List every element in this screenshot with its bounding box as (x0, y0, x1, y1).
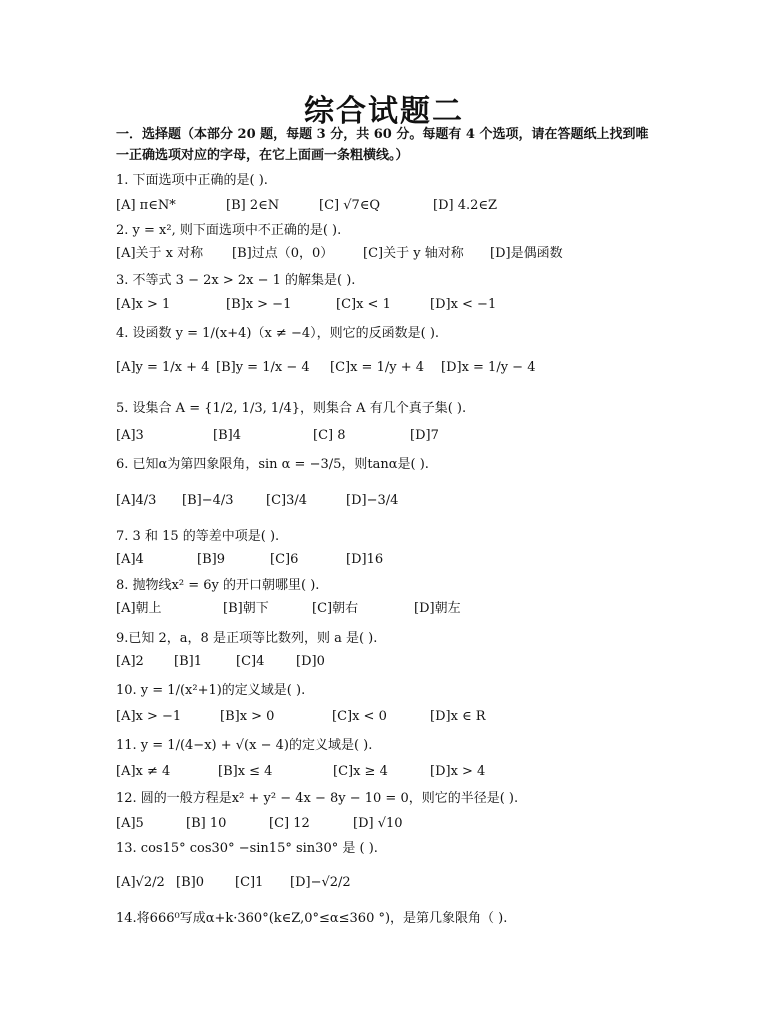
option-a: [A]关于 x 对称 (116, 246, 204, 261)
question-stem: 13. cos15° cos30° −sin15° sin30° 是 ( ). (116, 841, 378, 856)
option-a: [A]x > −1 (116, 709, 182, 724)
option-b: [B]1 (174, 654, 202, 669)
option-d: [D] √10 (353, 816, 403, 831)
section-intro: 一．选择题（本部分 20 题，每题 3 分，共 60 分。每题有 4 个选项，请在答题纸上找到唯一正确选项对应的字母，在它上面画一条粗横线。） (116, 127, 649, 163)
option-b: [B]x > 0 (220, 709, 275, 724)
option-a: [A]x > 1 (116, 297, 171, 312)
question-stem: 3. 不等式 3 − 2x > 2x − 1 的解集是( ). (116, 273, 356, 288)
question-stem: 4. 设函数 y = 1/(x+4)（x ≠ −4），则它的反函数是( ). (116, 326, 440, 341)
option-b: [B] 2∈N (226, 198, 280, 213)
option-d: [D]0 (296, 654, 325, 669)
option-c: [C]4 (236, 654, 265, 669)
question-stem: 7. 3 和 15 的等差中项是( ). (116, 529, 280, 544)
option-d: [D]x = 1/y − 4 (441, 360, 536, 375)
question-stem: 6. 已知α为第四象限角，sin α = −3/5，则tanα是( ). (116, 457, 429, 472)
option-b: [B]过点（0，0） (232, 246, 334, 261)
option-b: [B]0 (176, 875, 204, 890)
option-c: [C]关于 y 轴对称 (363, 246, 464, 261)
option-d: [D]x > 4 (430, 764, 486, 779)
option-d: [D]x ∈ R (430, 709, 486, 724)
option-c: [C] 8 (313, 428, 346, 443)
option-a: [A]2 (116, 654, 144, 669)
option-b: [B]x > −1 (226, 297, 292, 312)
option-b: [B]x ≤ 4 (218, 764, 273, 779)
option-c: [C]x < 0 (332, 709, 387, 724)
option-d: [D]−3/4 (346, 493, 399, 508)
option-c: [C]x < 1 (336, 297, 391, 312)
option-c: [C] √7∈Q (319, 198, 381, 213)
page-title: 综合试题二 (304, 94, 464, 129)
option-b: [B]y = 1/x − 4 (216, 360, 310, 375)
option-d: [D]−√2/2 (290, 875, 351, 890)
option-b: [B]4 (213, 428, 241, 443)
question-stem: 2. y = x², 则下面选项中不正确的是( ). (116, 223, 342, 238)
option-d: [D]朝左 (414, 601, 461, 616)
option-a: [A] π∈N* (116, 198, 176, 213)
option-b: [B]−4/3 (182, 493, 234, 508)
question-stem: 8. 抛物线x² = 6y 的开口朝哪里( ). (116, 578, 320, 593)
question-stem: 10. y = 1/(x²+1)的定义域是( ). (116, 683, 306, 698)
option-b: [B] 10 (186, 816, 227, 831)
question-stem: 9.已知 2，a，8 是正项等比数列，则 a 是( ). (116, 631, 378, 646)
option-c: [C]x = 1/y + 4 (330, 360, 425, 375)
question-stem: 12. 圆的一般方程是x² + y² − 4x − 8y − 10 = 0，则它的半径是( ). (116, 791, 519, 806)
question-stem: 11. y = 1/(4−x) + √(x − 4)的定义域是( ). (116, 738, 373, 753)
option-a: [A]y = 1/x + 4 (116, 360, 210, 375)
option-c: [C]6 (270, 552, 299, 567)
option-d: [D] 4.2∈Z (433, 198, 498, 213)
option-d: [D]16 (346, 552, 384, 567)
option-a: [A]朝上 (116, 601, 162, 616)
option-c: [C]朝右 (312, 601, 359, 616)
option-a: [A]4 (116, 552, 144, 567)
option-a: [A]3 (116, 428, 144, 443)
option-c: [C] 12 (269, 816, 310, 831)
question-stem: 5. 设集合 A = {1/2, 1/3, 1/4}，则集合 A 有几个真子集( ). (116, 401, 467, 416)
question-stem: 1. 下面选项中正确的是( ). (116, 173, 268, 188)
option-a: [A]√2/2 (116, 875, 165, 890)
option-b: [B]朝下 (223, 601, 269, 616)
option-c: [C]3/4 (266, 493, 308, 508)
option-a: [A]x ≠ 4 (116, 764, 171, 779)
option-c: [C]1 (235, 875, 264, 890)
option-b: [B]9 (197, 552, 225, 567)
option-d: [D]7 (410, 428, 439, 443)
option-c: [C]x ≥ 4 (333, 764, 388, 779)
option-d: [D]是偶函数 (490, 246, 563, 261)
option-d: [D]x < −1 (430, 297, 497, 312)
option-a: [A]4/3 (116, 493, 157, 508)
option-a: [A]5 (116, 816, 144, 831)
question-stem: 14.将666⁰写成α+k·360°(k∈Z,0°≤α≤360 °)，是第几象限角（ ). (116, 911, 508, 926)
